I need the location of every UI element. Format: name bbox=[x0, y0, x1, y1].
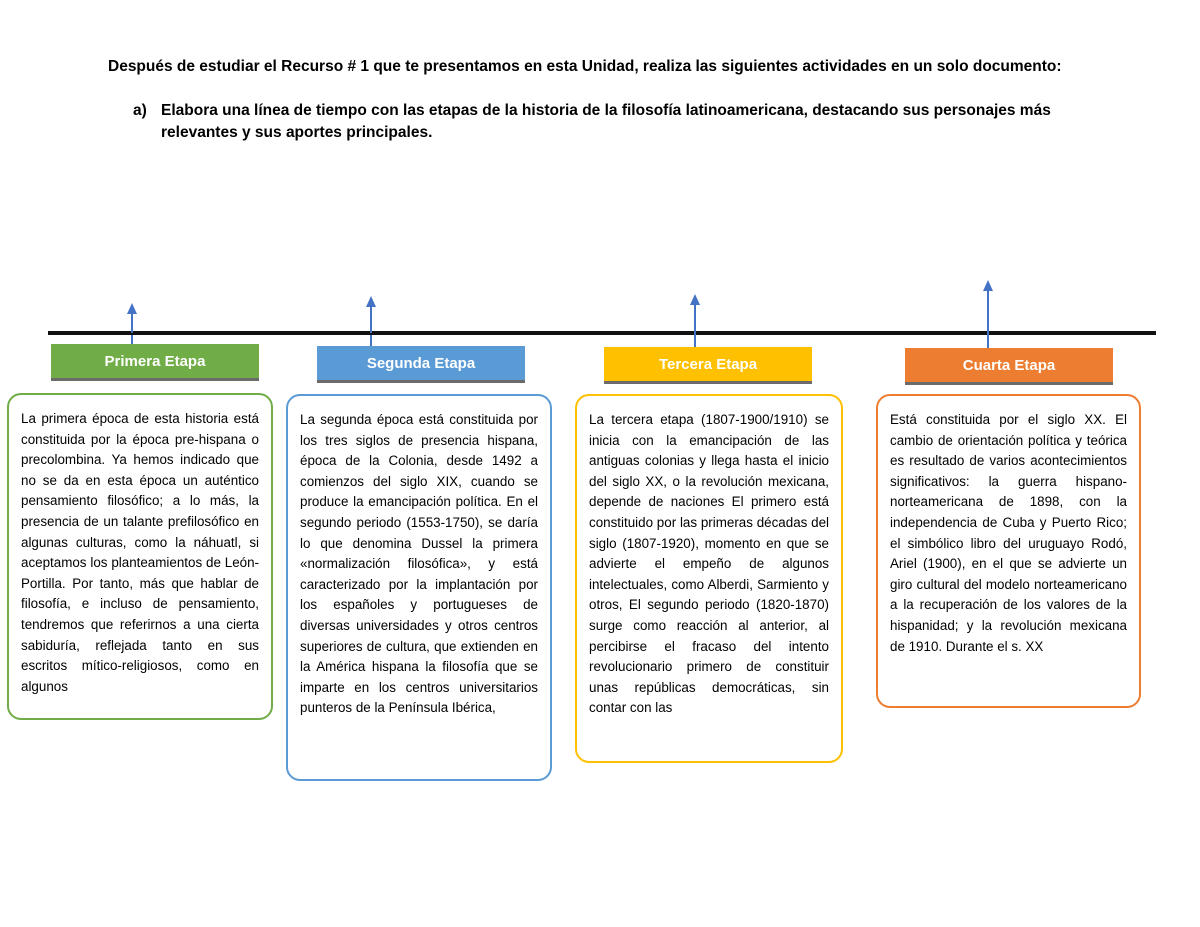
stage-description: La tercera etapa (1807-1900/1910) se inicia con la emancipación de las antiguas colonias y llega hasta el inicio del siglo XX, o la revolución mexicana, depende de naciones El primero está constituido por las primeras décadas del siglo (1807-1920), momento en que se advierte el empeño de algunos intelectuales, como Alberdi, Sarmiento y otros, El segundo periodo (1820-1870) surge como reacción al anterior, al percibirse el fracaso del intento revolucionario primero de constituir unas repúblicas democráticas, sin contar con las bbox=[589, 412, 829, 716]
stage-card-primera bbox=[7, 393, 273, 720]
stage-label-primera bbox=[51, 344, 259, 378]
arrow-up-icon bbox=[127, 303, 137, 314]
stage-description: La segunda época está constituida por los tres siglos de presencia hispana, época de la Colonia, desde 1492 a comienzos del siglo XIX, cuando se produce la emancipación política. En el segundo periodo (1553-1750), se daría lo que denomina Dussel la primera «normalización filosófica», y está caracterizado por la implantación por los españoles y portugueses de diversas universidades y otros centros superiores de cultura, que extienden en la América hispana la filosofía que se imparte en los centros universitarios punteros de la Península Ibérica, bbox=[300, 412, 538, 716]
stage-label-text: Primera Etapa bbox=[104, 352, 206, 370]
stage-label-text: Cuarta Etapa bbox=[962, 356, 1056, 374]
activity-question bbox=[133, 100, 1093, 144]
stage-description: Está constituida por el siglo XX. El cambio de orientación política y teórica es resultado de varios acontecimientos significativos: la guerra hispano-norteamericana de 1898, con la independencia de Cuba y Puerto Rico; el simbólico libro del uruguayo Rodó, Ariel (1900), en el que se advierte un giro cultural del modelo norteamericano a la recuperación de los valores de la hispanidad; y la revolución mexicana de 1910. Durante el s. XX bbox=[890, 412, 1127, 654]
stage-label-text: Segunda Etapa bbox=[366, 354, 476, 372]
connector-1 bbox=[131, 335, 133, 344]
timeline-arrow-4 bbox=[981, 280, 995, 343]
stage-card-segunda bbox=[286, 394, 552, 781]
stage-description: La primera época de esta historia está constituida por la época pre-hispana o precolombina. Ya hemos indicado que no se da en esta época un auténtico pensamiento filosófico; a lo más, la presencia de un talante prefilosófico en algunas culturas, como la náhuatl, si aceptamos los planteamientos de León-Portilla. Por tanto, más que hablar de filosofía, e incluso de pensamiento, tendremos que referirnos a una cierta sabiduría, reflejada tanto en sus escritos mítico-religiosos, como en algunos bbox=[21, 411, 259, 694]
connector-3 bbox=[694, 335, 696, 347]
question-letter: a) bbox=[133, 102, 147, 119]
connector-4 bbox=[987, 335, 989, 348]
stage-card-tercera bbox=[575, 394, 843, 763]
question-text: Elabora una línea de tiempo con las etapas de la historia de la filosofía latinoamericana, destacando sus personajes más relevantes y sus aportes principales. bbox=[161, 102, 1051, 141]
stage-label-segunda bbox=[317, 346, 525, 380]
instructions-heading: Después de estudiar el Recurso # 1 que te presentamos en esta Unidad, realiza las siguientes actividades en un solo documento: bbox=[108, 58, 1062, 75]
arrow-up-icon bbox=[690, 294, 700, 305]
connector-2 bbox=[370, 335, 372, 346]
stage-label-text: Tercera Etapa bbox=[658, 355, 758, 373]
arrow-up-icon bbox=[366, 296, 376, 307]
stage-label-cuarta bbox=[905, 348, 1113, 382]
stage-label-tercera bbox=[604, 347, 812, 381]
arrow-up-icon bbox=[983, 280, 993, 291]
stage-card-cuarta bbox=[876, 394, 1141, 708]
timeline-arrow-2 bbox=[364, 296, 378, 333]
timeline-arrow-1 bbox=[125, 303, 139, 333]
